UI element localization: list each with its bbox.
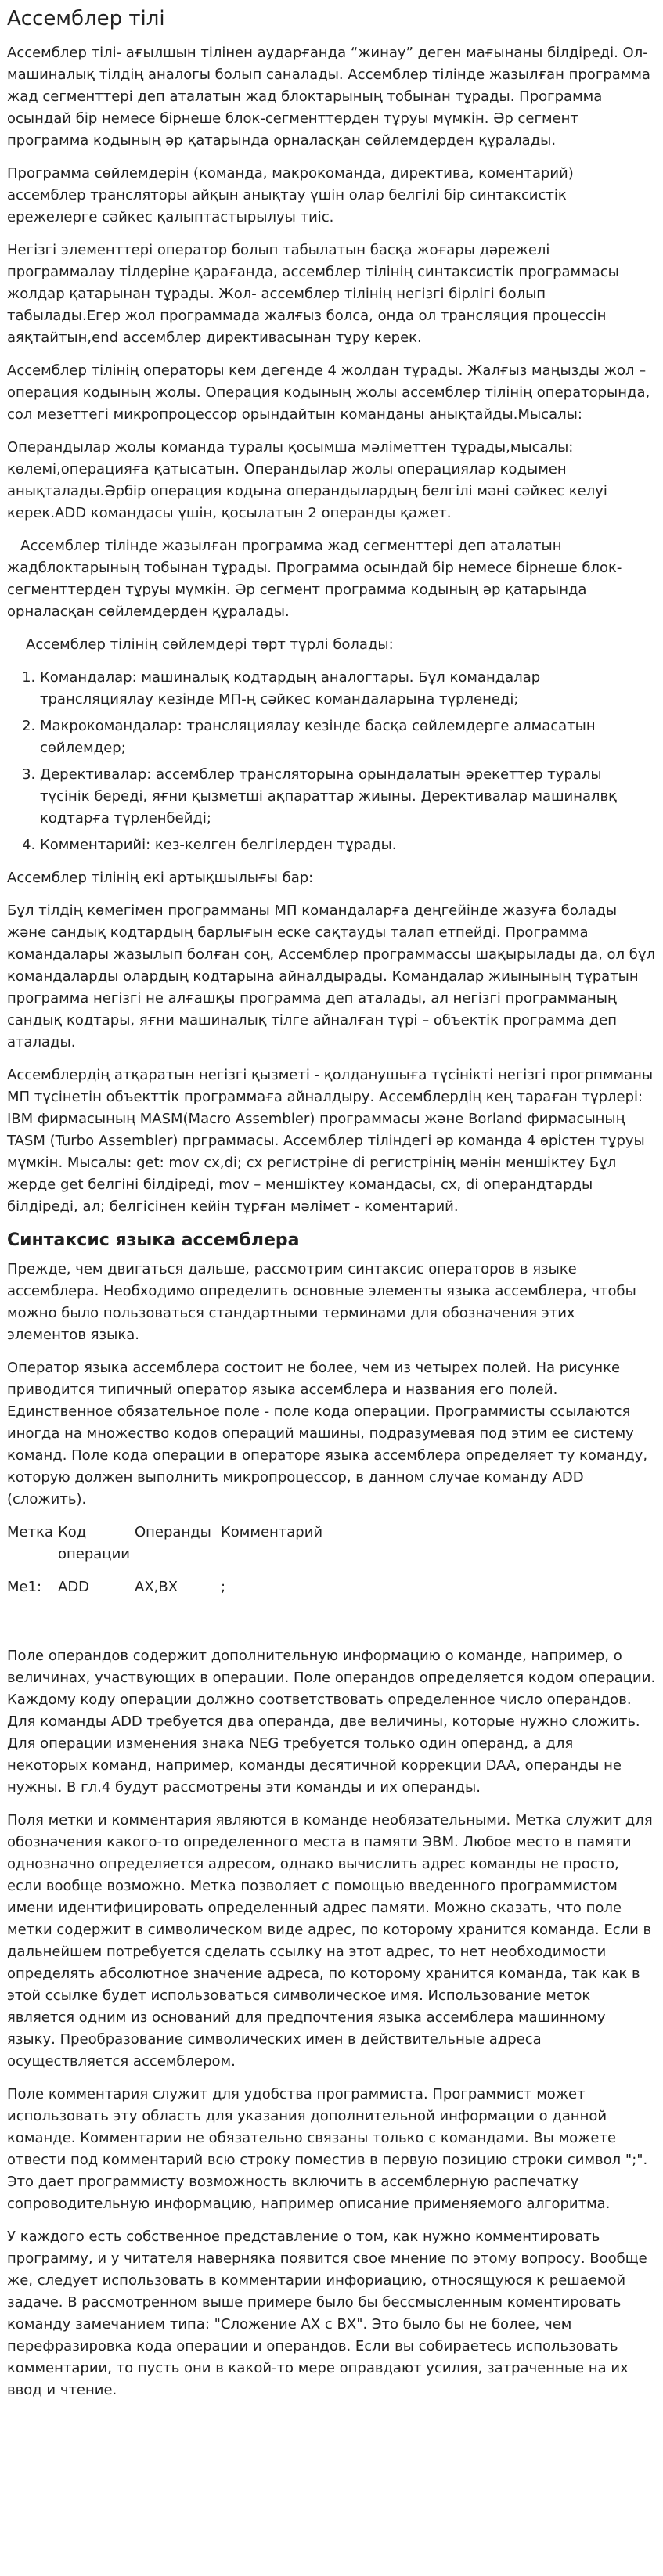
paragraph: Ассемблер тілінде жазылған программа жад сегменттері деп аталатын жадблоктарының тобынан тұрады. Программа осындай бір немесе бірнеше блок-сегменттерден тұруы мүмкін. Әр сегмент программа кодының әр қатарында орналасқан сөйлемдерден құралады. (7, 538, 622, 620)
field-label: Метка (7, 1524, 53, 1540)
advantages-intro: Ассемблер тілінің екі артықшылығы бар: (7, 870, 314, 886)
paragraph: Поле операндов содержит дополнительную информацию о команде, например, о величинах, участвующих в операции. Поле операндов определяется кодом операции. Каждому коду операции должно соответствовать определенное число операндов. Для команды ADD требуется два операнда, две величины, которые нужно сложить. Для операции изменения знака NEG требуется только один операнд, а для некоторых команд, например, команды десятичной коррекции DAA, операнды не нужны. В гл.4 будут рассмотрены эти команды и их операнды. (7, 1648, 656, 1796)
field-label: Операнды (135, 1524, 211, 1540)
paragraph: Ассемблер тілі- ағылшын тілінен аударғанда “жинау” деген мағынаны білдіреді. Ол-машиналық тілдің аналогы болып саналады. Ассемблер тілінде жазылған программа жад сегменттері деп аталатын жад блоктарының тобынан тұрады. Программа осындай бір немесе бірнеше блок-сегменттерден тұруы мүмкін. Әр сегмент программа кодының әр қатарында орналасқан сөйлемдерден құралады. (7, 45, 650, 149)
paragraph: Программа сөйлемдерін (команда, макрокоманда, директива, коментарий) ассемблер трансляторы айқын анықтау үшін олар белгілі бір синтаксистік ережелерге сәйкес қалыптастырылуы тиіс. (7, 165, 574, 225)
list-item: 1. Командалар: машиналық кодтардың аналогтары. Бұл командалар трансляциялау кезінде МП-ң сәйкес командаларына түрленеді; (40, 667, 656, 711)
sentence-types-list (7, 667, 656, 856)
list-item: 2. Макрокомандалар: трансляциялау кезінде басқа сөйлемдерге алмасатын сөйлемдер; (40, 715, 656, 759)
section-heading: Синтаксис языка ассемблера (7, 1230, 300, 1250)
example-operands: AX,BX (135, 1579, 178, 1595)
paragraph: Ассемблер тілінің операторы кем дегенде 4 жолдан тұрады. Жалғыз маңызды жол – операция кодының жолы. Операция кодының жолы ассемблер тілінің операторында, сол мезеттегі микропроцессор орындайтын команданы анықтайды.Мысалы: (7, 362, 650, 423)
field-label: Код операции (58, 1524, 130, 1562)
paragraph: Операндылар жолы команда туралы қосымша мәліметтен тұрады,мысалы: көлемі,операцияға қатысатын. Операндылар жолы операциялар кодымен анықталады.Әрбір операция кодына операндылардың белгілі мәні сәйкес келуі керек.ADD командасы үшін, қосылатын 2 операнды қажет. (7, 439, 607, 521)
paragraph: Бұл тілдің көмегімен программаны МП командаларға деңгейінде жазуға болады және сандық кодтардың барлығын еске сақтауды талап етпейді. Программа командалары жазылып болған соң, Ассемблер программассы шақырылады да, ол бұл командаларды олардың кодтарына айналдырады. Командалар жиынының тұратын программа негізгі не алғашқы программа деп аталады, ал негізгі программаның сандық кодтары, яғни машиналық тілге айналған түрі – объектік программа деп аталады. (7, 903, 656, 1050)
example-label: Me1: (7, 1579, 42, 1595)
paragraph: Поле комментария служит для удобства программиста. Программист может использовать эту область для указания дополнительной информации о данной команде. Комментарии не обязательно связаны только с командами. Вы можете отвести под комментарий всю строку поместив в первую позицию строки символ ";". Это дает программисту возможность включить в ассемблерную распечатку сопроводительную информацию, например описание применяемого алгоритма. (7, 2086, 648, 2212)
example-comment: ; (221, 1579, 226, 1595)
example-statement (7, 1576, 656, 1598)
paragraph: Поля метки и комментария являются в команде необязательными. Метка служит для обозначения какого-то определенного места в памяти ЭВМ. Любое место в памяти однозначно определяется адресом, однако вычислить адрес команды не просто, если вообще возможно. Метка позволяет с помощью введенного программистом имени идентифицировать определенный адрес памяти. Можно сказать, что поле метки содержит в символическом виде адрес, по которому хранится команда. Если в дальнейшем потребуется сделать ссылку на этот адрес, то нет необходимости определять абсолютное значение адреса, по которому хранится команда, так как в этой ссылке будет использоваться символическое имя. Использование меток является одним из оснований для предпочтения языка ассемблера машинному языку. Преобразование символических имен в действительные адреса осуществляется ассемблером. (7, 1812, 653, 2070)
paragraph: Прежде, чем двигаться дальше, рассмотрим синтаксис операторов в языке ассемблера. Необходимо определить основные элементы языка ассемблера, чтобы можно было пользоваться стандартными терминами для обозначения этих элементов языка. (7, 1261, 636, 1343)
fields-header (7, 1522, 656, 1565)
paragraph: Негізгі элементтері оператор болып табылатын басқа жоғары дәрежелі программалау тілдеріне қарағанда, ассемблер тілінің синтаксистік программасы жолдар қатарынан тұрады. Жол- ассемблер тілінің негізгі бірлігі болып табылады.Егер жол программада жалғыз болса, онда ол трансляция процессін аяқтайтын,end ассемблер директивасынан тұру керек. (7, 242, 619, 346)
list-item: 3. Дерективалар: ассемблер трансляторына орындалатын әрекеттер туралы түсінік береді, яғни қызметші ақпараттар жиыны. Дерективалар машиналвқ кодтарға түрленбейді; (40, 764, 656, 830)
list-item: 4. Комментарийі: кез-келген белгілерден тұрады. (40, 834, 656, 856)
paragraph: У каждого есть собственное представление о том, как нужно комментировать программу, и у читателя наверняка появится свое мнение по этому вопросу. Вообще же, следует использовать в комментарии инфориацию, относящуюся к решаемой задаче. В рассмотренном выше примере было бы бессмысленным коментировать команду замечанием типа: "Сложение AX с BX". Это было бы не более, чем перефразировка кода операции и операндов. Если вы собираетесь использовать комментарии, то пусть они в какой-то мере оправдают усилия, затраченные на их ввод и чтение. (7, 2228, 647, 2398)
page-title: Ассемблер тілі (7, 7, 165, 31)
paragraph: Оператор языка ассемблера состоит не более, чем из четырех полей. На рисунке приводится типичный оператор языка ассемблера и названия его полей. Единственное обязательное поле - поле кода операции. Программисты ссылаются иногда на множество кодов операций машины, подразумевая под этим ее систему команд. Поле кода операции в операторе языка ассемблера определяет ту команду, которую должен выполнить микропроцессор, в данном случае команду ADD (сложить). (7, 1360, 648, 1508)
field-label: Комментарий (221, 1524, 323, 1540)
types-intro: Ассемблер тілінің сөйлемдері төрт түрлі болады: (26, 636, 394, 653)
paragraph: Ассемблердің атқаратын негізгі қызметі - қолданушыға түсінікті негізгі прогрпмманы МП түсінетін объекттік программаға айналдыру. Ассемблердің кең тараған түрлері: IBM фирмасының MASM(Macro Assembler) программасы және Borland фирмасының TASM (Turbo Assembler) прграммасы. Ассемблер тіліндегі әр команда 4 өрістен тұруы мүмкін. Мысалы: get: mov cx,di; cx регистріне di регистрінің мәнін меншіктеу Бұл жерде get белгіні білдіреді, mov – меншіктеу командасы, cx, di операндтарды білдіреді, ал; белгісінен кейін тұрған мәлімет - коментарий. (7, 1067, 654, 1215)
example-opcode: ADD (58, 1579, 90, 1595)
